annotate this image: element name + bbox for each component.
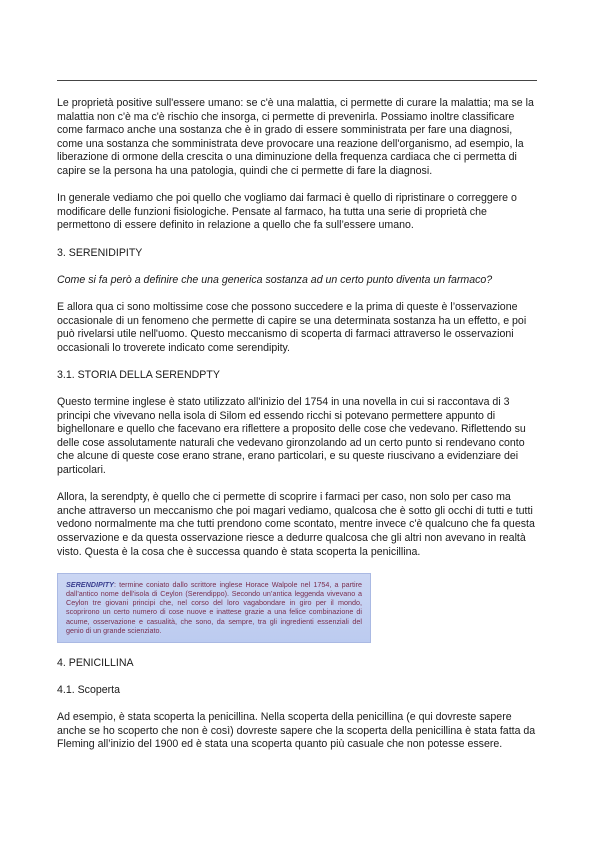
paragraph-functions: In generale vediamo che poi quello che vogliamo dai farmaci è quello di ripristinare o correggere o modificare delle funzioni fisiologiche. Pensate al farmaco, ha tutta una serie di proprietà che permettono di essere definito in relazione a quello che fa sull’essere umano. <box>57 192 517 232</box>
subsection-heading-discovery: 4.1. Scoperta <box>57 683 121 696</box>
header-rule <box>57 80 537 81</box>
paragraph-penicillin: Ad esempio, è stata scoperta la penicillina. Nella scoperta della penicillina (e qui dovreste sapere anche se ho scoperto che non è così) dovreste sapere che la scoperta della penicillina è stata fatta da Fleming all’inizio del 1900 ed è stata una scoperta quanto più casuale che non potesse essere. <box>57 711 536 751</box>
callout-text: : termine coniato dallo scrittore inglese Horace Walpole nel 1754, a partire dall’antico nome dell’isola di Ceylon (Serendippo). Secondo un’antica leggenda vivevano a Ceylon tre giovani principi che, nel corso del loro vagabondare in giro per il mondo, scoprirono un certo numero di cose nuove e inattese grazie a una felice combinazione di acume, osservazione e casualità, che sono, da sempre, tra gli ingredienti essenziali del genio di un grande scienziato. <box>66 579 362 635</box>
section-heading-serendipity: 3. SERENIDIPITY <box>57 246 143 259</box>
paragraph-serendipity-definition: Allora, la serendpty, è quello che ci permette di scoprire i farmaci per caso, non solo per caso ma anche attraverso un meccanismo che poi magari vediamo, qualcosa che è sotto gli occhi di tutti e tutti vedono normalmente ma che tutti prendono come scontato, mentre invece c'è qualcuno che fa questa osservazione e da questa osservazione riesce a dedurre qualcosa che gli altri non avevano in realtà visto. Questa è la cosa che è successa quando è stata scoperta la penicillina. <box>57 491 535 558</box>
paragraph-history: Questo termine inglese è stato utilizzato all'inizio del 1754 in una novella in cui si raccontava di 3 principi che vivevano nella isola di Silom ed essendo ricchi si potevano permettere appunto di bighellonare e quello che facevano era riflettere a proposito delle cose che vedevano. Riflettendo su delle cose assolutamente naturali che vedevano gironzolando ad un certo punto si rendevano conto che alcune di queste cose erano strane, erano particolari, e su queste riuscivano a evidenziare dei particolari. <box>57 396 526 477</box>
document-body <box>57 97 539 766</box>
paragraph-properties: Le proprietà positive sull'essere umano: se c'è una malattia, ci permette di curare la malattia; ma se la malattia non c'è ma c'è rischio che insorga, ci permette di prevenirla. Possiamo inoltre classificare come farmaco anche una sostanza che è in grado di essere somministrata per fare una diagnosi, come una sostanza che somministrata deve provocare una reazione dell'organismo, ad esempio, la liberazione di ormone della crescita o una diminuzione della frequenza cardiaca che ci permetta di capire se la persona ha una patologia, quindi che ci permette di fare la diagnosi. <box>57 97 534 177</box>
subsection-heading-history: 3.1. STORIA DELLA SERENDPTY <box>57 368 220 381</box>
question-text: Come si fa però a definire che una generica sostanza ad un certo punto diventa un farmaco? <box>57 273 493 286</box>
section-heading-penicillin: 4. PENICILLINA <box>57 656 134 669</box>
paragraph-observation: E allora qua ci sono moltissime cose che possono succedere e la prima di queste è l’osservazione occasionale di un fenomeno che permette di capire se una determinata sostanza ha un effetto, e poi può rivelarsi utile nell'uomo. Questo meccanismo di scoperta di farmaci attraverso le osservazioni occasionali lo troverete indicato come serendipity. <box>57 300 527 354</box>
callout-term: SERENDIPITY <box>66 579 114 589</box>
serendipity-callout-box <box>57 573 371 643</box>
